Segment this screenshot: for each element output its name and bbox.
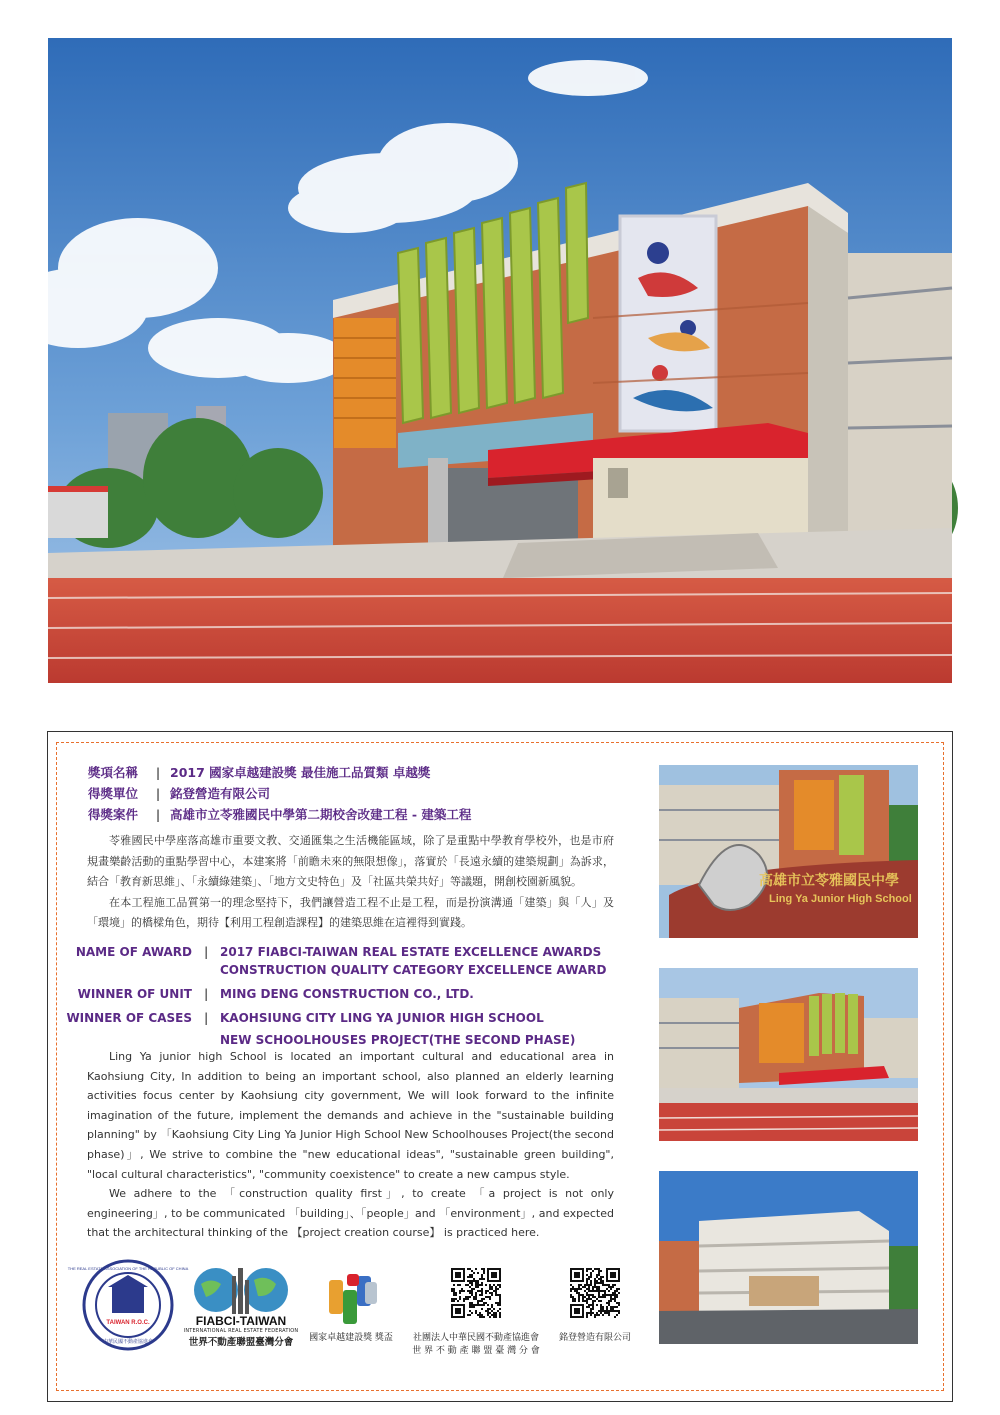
en-row-winner-unit bbox=[64, 987, 624, 1005]
trophy-caption: 國家卓越建設獎 獎盃 bbox=[309, 1333, 393, 1343]
globe-icon bbox=[186, 1262, 296, 1314]
seal-bottom-text: 中華民國不動產協進會 bbox=[102, 1339, 154, 1345]
qr1-caption-line1: 社團法人中華民國不動產協進會 bbox=[412, 1333, 539, 1343]
en-label: WINNER OF UNIT bbox=[77, 987, 192, 1001]
en-award-rows bbox=[64, 945, 624, 1051]
trophy-icon bbox=[321, 1268, 381, 1328]
zh-award-rows bbox=[88, 763, 608, 826]
en-value: CONSTRUCTION QUALITY CATEGORY EXCELLENCE AWARD bbox=[220, 963, 607, 977]
zh-description bbox=[87, 831, 614, 934]
trophy-logo bbox=[306, 1268, 396, 1343]
en-paragraph: We adhere to the 「construction quality first」, to create 「a project is not only engineering」, to be communicated 「building」、「people」and 「environment」, and expected that the architectural thinking of the 【project creation course】 is practiced here. bbox=[87, 1187, 614, 1240]
zh-separator: | bbox=[155, 786, 161, 801]
zh-separator: | bbox=[155, 765, 161, 780]
zh-value: 2017 國家卓越建設獎 最佳施工品質類 卓越獎 bbox=[170, 765, 431, 780]
qr-company bbox=[552, 1268, 638, 1343]
side-photo-school-sign bbox=[659, 765, 918, 938]
qr-association bbox=[410, 1268, 542, 1356]
school-sign-zh: 高雄市立苓雅國民中學 bbox=[759, 873, 899, 889]
en-label: WINNER OF CASES bbox=[66, 1011, 192, 1025]
fiabci-title: FIABCI-TAIWAN bbox=[195, 1314, 287, 1328]
seal-icon bbox=[67, 1259, 189, 1351]
zh-paragraph: 在本工程施工品質第一的理念堅持下，我們讓營造工程不止是工程，而是扮演溝通「建築」與「人」及「環境」的橋樑角色，期待【利用工程創造課程】的建築思維在這裡得到實踐。 bbox=[87, 895, 614, 929]
zh-label: 獎項名稱 bbox=[88, 765, 139, 780]
zh-label: 得獎單位 bbox=[88, 786, 139, 801]
zh-row-winner-case bbox=[88, 805, 608, 826]
en-description bbox=[87, 1047, 614, 1243]
en-row-award-name bbox=[64, 945, 624, 963]
fiabci-taiwan-logo bbox=[180, 1262, 302, 1348]
school-sign-en: Ling Ya Junior High School bbox=[769, 893, 912, 905]
en-value: MING DENG CONSTRUCTION CO., LTD. bbox=[220, 987, 474, 1001]
en-value: 2017 FIABCI-TAIWAN REAL ESTATE EXCELLENCE AWARDS bbox=[220, 945, 602, 959]
en-row-award-name-cont bbox=[64, 963, 624, 981]
zh-value: 銘登營造有限公司 bbox=[170, 786, 271, 801]
en-label: NAME OF AWARD bbox=[75, 945, 192, 959]
en-separator: | bbox=[204, 1011, 209, 1025]
qr2-caption: 銘登營造有限公司 bbox=[558, 1333, 631, 1343]
association-seal-logo bbox=[67, 1259, 189, 1351]
qr-code-icon bbox=[570, 1268, 620, 1318]
en-separator: | bbox=[204, 987, 209, 1001]
hero-photo bbox=[48, 38, 952, 683]
en-paragraph: Ling Ya junior high School is located an important cultural and educational area in Kaohsiung City, In addition to being an important school, also planned an elderly learning activities focus center by Kaohsiung city government, We will look forward to the infinite imagination of the future, implement the demands and achieve in the "sustainable building planning" by 「Kaohsiung City Ling Ya Junior High School New Schoolhouses Project(the second phase)」, We strive to combine the "new educational ideas", "sustainable green building", "local cultural characteristics", "community coexistence" to create a new campus style. bbox=[87, 1050, 614, 1181]
en-value: KAOHSIUNG CITY LING YA JUNIOR HIGH SCHOOL bbox=[220, 1011, 544, 1025]
seal-ring-text: THE REAL ESTATE ASSOCIATION OF THE REPUBLIC OF CHINA bbox=[67, 1266, 189, 1271]
zh-separator: | bbox=[155, 807, 161, 822]
fiabci-subtitle: INTERNATIONAL REAL ESTATE FEDERATION bbox=[183, 1328, 299, 1334]
seal-inner-text: TAIWAN R.O.C. bbox=[106, 1320, 150, 1326]
qr-code-icon bbox=[451, 1268, 501, 1318]
zh-row-winner-unit bbox=[88, 784, 608, 805]
school-building-illustration bbox=[48, 38, 952, 683]
fiabci-zh-name: 世界不動產聯盟臺灣分會 bbox=[188, 1337, 294, 1348]
en-row-winner-cases bbox=[64, 1011, 624, 1029]
side-photo-building-side bbox=[659, 1171, 918, 1344]
en-value: NEW SCHOOLHOUSES PROJECT(THE SECOND PHASE) bbox=[220, 1033, 576, 1047]
zh-paragraph: 苓雅國民中學座落高雄市重要文教、交通匯集之生活機能區域，除了是重點中學教育學校外，也是市府規畫樂齡活動的重點學習中心，本建案將「前瞻未來的無限想像」，落實於「長遠永續的建築規劃」為訴求，結合「教育新思維」、「永續綠建築」、「地方文史特色」及「社區共榮共好」等議題，開創校園新風貌。 bbox=[87, 834, 614, 888]
zh-row-award-name bbox=[88, 763, 608, 784]
zh-label: 得獎案件 bbox=[88, 807, 139, 822]
zh-value: 高雄市立苓雅國民中學第二期校舍改建工程 - 建築工程 bbox=[170, 807, 472, 822]
side-photo-building-front bbox=[659, 968, 918, 1141]
en-separator: | bbox=[204, 945, 209, 959]
qr1-caption-line2: 世 界 不 動 產 聯 盟 臺 灣 分 會 bbox=[412, 1346, 540, 1356]
